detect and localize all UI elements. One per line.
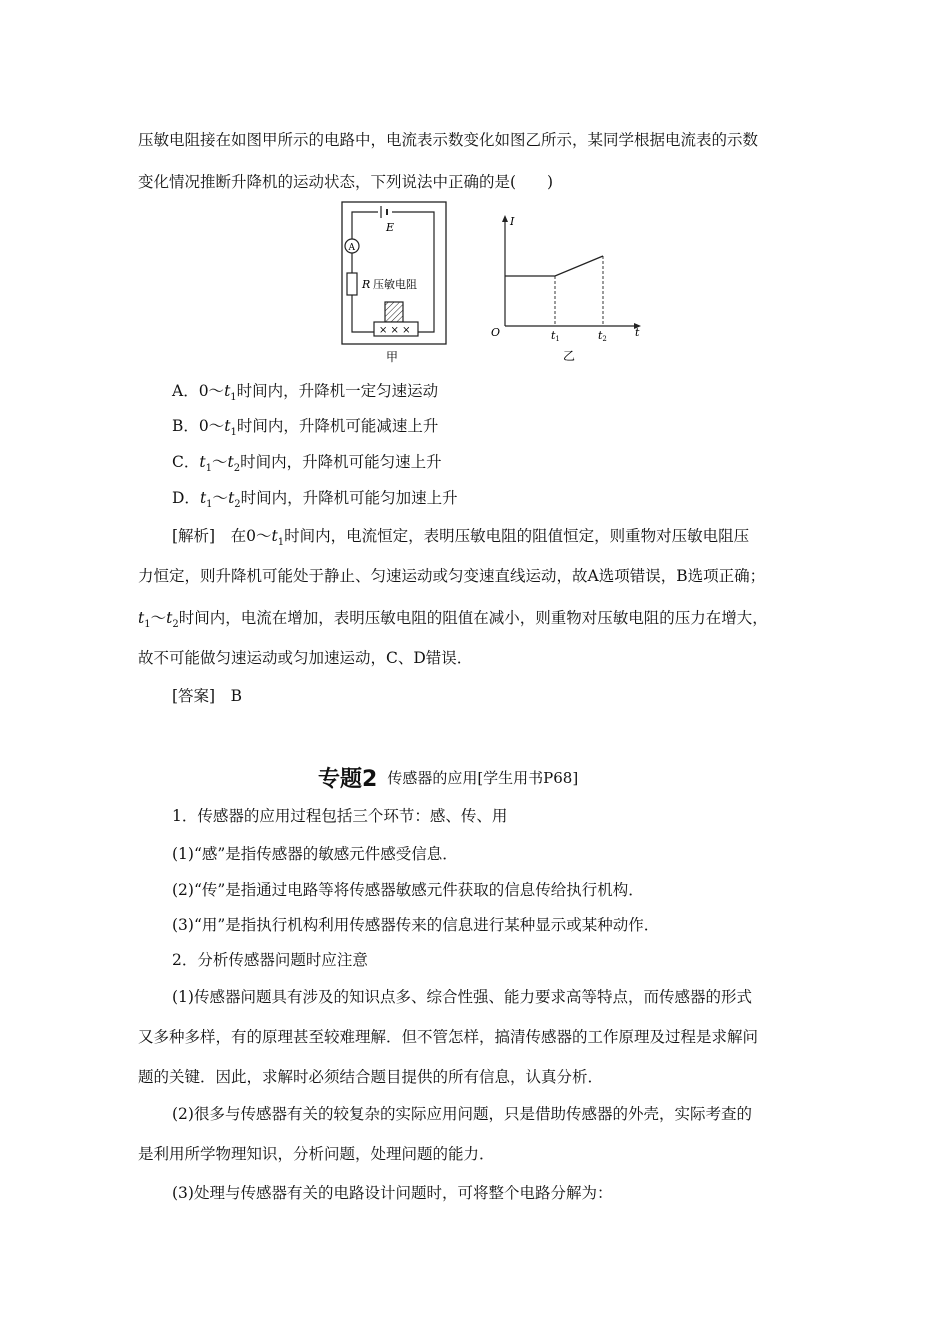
current-time-graph	[485, 208, 650, 368]
paragraph-6-line-2: 又多种多样，有的原理甚至较难理解．但不管怎样，搞清传感器的工作原理及过程是求解问	[138, 1028, 759, 1046]
question-line-2: 变化情况推断升降机的运动状态，下列说法中正确的是( )	[138, 173, 554, 191]
paragraph-4: (3)“用”是指执行机构利用传感器传来的信息进行某种显示或某种动作．	[172, 916, 660, 934]
paragraph-3: (2)“传”是指通过电路等将传感器敏感元件获取的信息传给执行机构．	[172, 881, 644, 899]
y-axis-arrow	[502, 215, 508, 222]
circuit-diagram	[330, 196, 450, 368]
resistor-label: R	[362, 278, 371, 291]
option-d: D．$t_1\sim t_2$时间内，升降机可能匀加速上升	[172, 489, 458, 511]
analysis-line-4: 故不可能做匀速运动或匀加速运动，C、D错误．	[138, 649, 473, 667]
paragraph-1: 1．传感器的应用过程包括三个环节：感、传、用	[172, 807, 508, 825]
paragraph-8: (3)处理与传感器有关的电路设计问题时，可将整个电路分解为：	[172, 1184, 613, 1202]
paragraph-7-line-1: (2)很多与传感器有关的较复杂的实际应用问题，只是借助传感器的外壳，实际考查的	[172, 1105, 752, 1123]
weight-icon	[385, 302, 403, 322]
resistor-icon	[347, 273, 357, 295]
question-line-1: 压敏电阻接在如图甲所示的电路中，电流表示数变化如图乙所示，某同学根据电流表的示数	[138, 131, 759, 149]
option-b: B．$0\sim t_1$时间内，升降机可能减速上升	[172, 417, 439, 439]
figure-jia-caption: 甲	[386, 350, 399, 364]
t1-tick-label: t1	[551, 329, 560, 343]
paragraph-6-line-1: (1)传感器问题具有涉及的知识点多、综合性强、能力要求高等特点，而传感器的形式	[172, 988, 752, 1006]
origin-label: O	[491, 326, 501, 339]
battery-label: E	[386, 221, 395, 234]
paragraph-2: (1)“感”是指传感器的敏感元件感受信息．	[172, 845, 458, 863]
y-axis-label: I	[510, 215, 515, 228]
ammeter-label: A	[348, 243, 355, 253]
analysis-line-1: [解析] 在$0\sim t_1$时间内，电流恒定，表明压敏电阻的阻值恒定，则重物对压敏电阻压	[172, 527, 750, 549]
paragraph-7-line-2: 是利用所学物理知识，分析问题，处理问题的能力．	[138, 1145, 495, 1163]
paragraph-6-line-3: 题的关键．因此，求解时必须结合题目提供的所有信息，认真分析．	[138, 1068, 604, 1086]
x-axis-label: t	[635, 326, 640, 339]
analysis-line-2: 力恒定，则升降机可能处于静止、匀速运动或匀变速直线运动，故A选项错误，B选项正确；	[138, 567, 766, 585]
sensor-crosses: × × ×	[379, 325, 411, 336]
section-heading	[318, 762, 578, 793]
option-a: A．$0\sim t_1$时间内，升降机一定匀速运动	[172, 382, 439, 404]
answer-line: [答案] B	[172, 687, 242, 705]
t2-tick-label: t2	[598, 329, 607, 343]
paragraph-5: 2．分析传感器问题时应注意	[172, 951, 368, 969]
section-subtitle: 传感器的应用[学生用书P68]	[387, 769, 579, 787]
option-c: C．$t_1\sim t_2$时间内，升降机可能匀速上升	[172, 453, 442, 475]
analysis-line-3: $t_1\sim t_2$时间内，电流在增加，表明压敏电阻的阻值在减小，则重物对压敏电阻的压力在增大，	[138, 609, 768, 631]
figure-yi-caption: 乙	[563, 349, 576, 363]
resistor-name: 压敏电阻	[373, 278, 417, 291]
current-curve	[505, 256, 603, 276]
section-title: 专题2	[318, 767, 378, 792]
